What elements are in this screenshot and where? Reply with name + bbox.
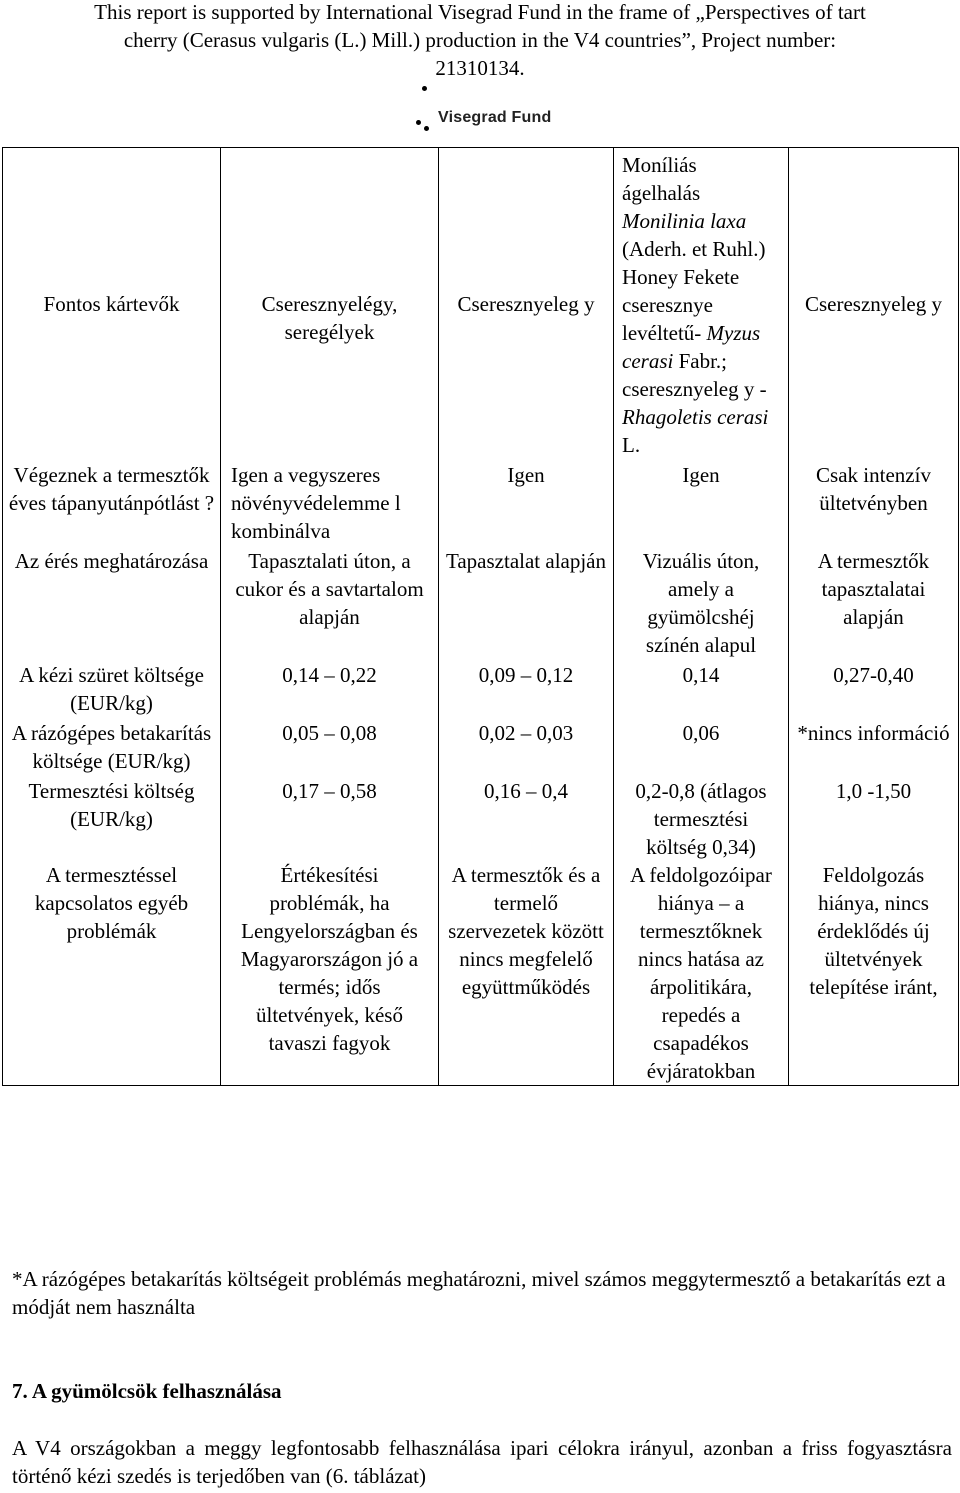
table-cell: 0,14 – 0,22 — [221, 659, 439, 717]
cell-text-italic: Monilinia laxa — [622, 209, 747, 233]
report-header — [0, 0, 960, 82]
table-cell: 0,09 – 0,12 — [439, 659, 614, 717]
table-cell: Cseresznyeleg y — [439, 148, 614, 460]
table-cell: A termesztők és a termelő szervezetek között nincs megfelelő együttműködés — [439, 861, 614, 1086]
section-paragraph: A V4 országokban a meggy legfontosabb felhasználása ipari célokra irányul, azonban a friss fogyasztásra történő kézi szedés is terjedőben van (6. táblázat) — [12, 1436, 952, 1488]
table-cell: 0,06 — [614, 717, 789, 775]
cell-text: (Aderh. et Ruhl.) Honey Fekete cseresznye levéltetű- — [622, 237, 766, 345]
header-line-1: This report is supported by International Visegrad Fund in the frame of „Perspectives of tart — [94, 0, 866, 24]
header-line-2: cherry (Cerasus vulgaris (L.) Mill.) production in the V4 countries”, Project number: — [123, 28, 837, 52]
table-cell: A termesztők tapasztalatai alapján — [789, 545, 959, 659]
table-cell: 0,27-0,40 — [789, 659, 959, 717]
logo-dot-icon — [416, 120, 421, 125]
table-row-pests — [3, 148, 959, 460]
table-cell: Feldolgozás hiánya, nincs érdeklődés új ültetvények telepítése iránt, — [789, 861, 959, 1086]
row-label: Végeznek a termesztők éves tápanyutánpótlást ? — [3, 459, 221, 545]
table-cell: 1,0 -1,50 — [789, 775, 959, 861]
table-cell: Cseresznyeleg y — [789, 148, 959, 460]
table-cell: 0,05 – 0,08 — [221, 717, 439, 775]
row-label: A kézi szüret költsége (EUR/kg) — [3, 659, 221, 717]
visegrad-fund-logo — [410, 84, 560, 140]
table-cell: Tapasztalat alapján — [439, 545, 614, 659]
cell-text-italic: Rhagoletis cerasi — [622, 405, 769, 429]
table-row-shaker-cost — [3, 717, 959, 775]
cell-text: Moníliás ágelhalás — [622, 153, 701, 205]
row-label: Fontos kártevők — [3, 148, 221, 460]
logo-dot-icon — [422, 86, 427, 91]
table-cell: Igen a vegyszeres növényvédelemme l kombinálva — [221, 459, 439, 545]
table-cell: Igen — [439, 459, 614, 545]
cell-text-italic: Myzus cerasi — [622, 321, 761, 373]
table-cell: 0,14 — [614, 659, 789, 717]
table-cell: 0,2-0,8 (átlagos termesztési költség 0,34) — [614, 775, 789, 861]
table-cell-pests — [614, 148, 789, 460]
table-cell: 0,16 – 0,4 — [439, 775, 614, 861]
table-cell: Tapasztalati úton, a cukor és a savtartalom alapján — [221, 545, 439, 659]
cell-text: L. — [622, 433, 641, 457]
logo-text: Visegrad Fund — [438, 109, 552, 126]
row-label: A termesztéssel kapcsolatos egyéb problémák — [3, 861, 221, 1086]
table-cell: Cseresznyelégy, seregélyek — [221, 148, 439, 460]
section-title: 7. A gyümölcsök felhasználása — [12, 1379, 282, 1403]
row-label: Az érés meghatározása — [3, 545, 221, 659]
table-row-ripeness — [3, 545, 959, 659]
row-label: Termesztési költség (EUR/kg) — [3, 775, 221, 861]
table-row-prod-cost — [3, 775, 959, 861]
cell-text: Fabr.; cseresznyeleg y - — [622, 349, 767, 401]
logo-dot-icon — [424, 126, 429, 131]
table-cell: Vizuális úton, amely a gyümölcshéj színén alapul — [614, 545, 789, 659]
comparison-table — [2, 147, 959, 1086]
row-label: A rázógépes betakarítás költsége (EUR/kg) — [3, 717, 221, 775]
table-cell: 0,17 – 0,58 — [221, 775, 439, 861]
header-line-3: 21310134. — [435, 56, 525, 80]
table-row-problems — [3, 861, 959, 1086]
table-row-hand-cost — [3, 659, 959, 717]
table-cell: Csak intenzív ültetvényben — [789, 459, 959, 545]
table-row-nutrient — [3, 459, 959, 545]
table-cell: *nincs információ — [789, 717, 959, 775]
table-cell: 0,02 – 0,03 — [439, 717, 614, 775]
table-cell: Igen — [614, 459, 789, 545]
table-cell: A feldolgozóipar hiánya – a termesztőknek nincs hatása az árpolitikára, repedés a csapadékos évjáratokban — [614, 861, 789, 1086]
table-footnote: *A rázógépes betakarítás költségeit problémás meghatározni, mivel számos meggytermesztő a betakarítás ezt a módját nem használta — [12, 1267, 946, 1319]
table-cell: Értékesítési problémák, ha Lengyelországban és Magyarországon jó a termés; idős ültetvények, késő tavaszi fagyok — [221, 861, 439, 1086]
